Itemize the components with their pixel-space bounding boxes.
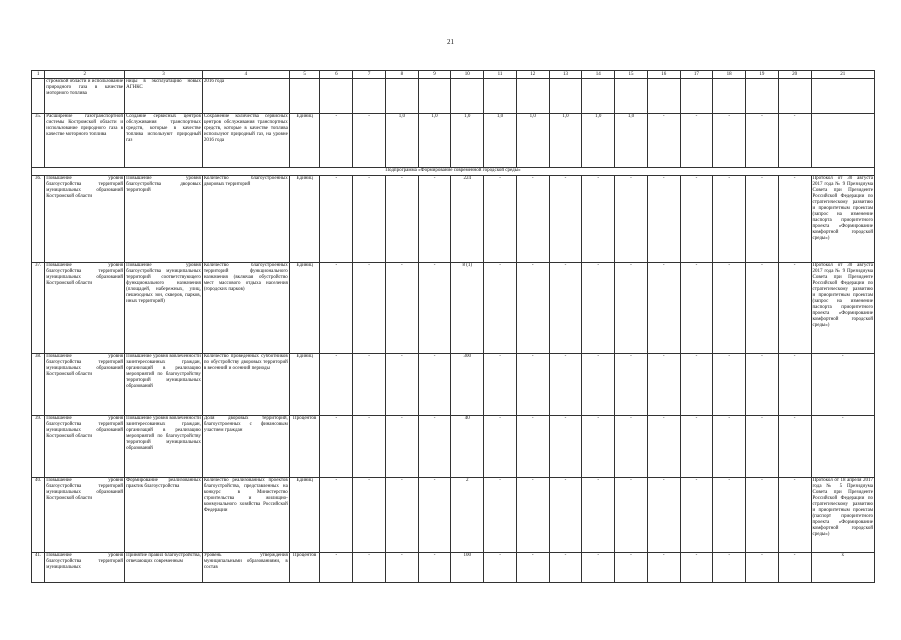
event-cell: Формирование реализованных практик благоустройства — [125, 478, 203, 553]
event-cell: Повышение уровня благоустройства муниципальных территорий соответствующего функционального назначения (площадей, набережных, улиц, пешеходных зон, скверов, парков, иных территорий) — [125, 263, 203, 354]
value-cell: - — [385, 176, 418, 263]
value-cell: - — [320, 263, 353, 354]
indicator-cell: Количество благоустроенных территорий функционального назначения (включая обустройство мест массового отдыха населения (городских парков) — [202, 263, 289, 354]
value-cell: 1,0 — [418, 114, 451, 168]
indicator-cell: Сохранение количества сервисных центров обслуживания транспортных средств, которые в качестве топлива используют природный газ, на уровне 2016 года — [202, 114, 289, 168]
value-cell: 1,0 — [484, 114, 517, 168]
value-cell: - — [320, 176, 353, 263]
value-cell: - — [746, 114, 779, 168]
value-cell: - — [746, 354, 779, 416]
value-cell: - — [713, 176, 746, 263]
column-number: 12 — [516, 71, 549, 79]
column-number: 21 — [811, 71, 875, 79]
indicator-cell: 2016 года — [202, 79, 289, 114]
table-row — [32, 416, 875, 478]
value-cell: - — [549, 263, 582, 354]
value-cell: 1,0 — [451, 114, 484, 168]
value-cell: 1,0 — [549, 114, 582, 168]
value-cell: 1,0 — [385, 114, 418, 168]
value-cell: - — [385, 553, 418, 583]
unit-cell: Единиц — [289, 114, 320, 168]
value-cell: - — [418, 478, 451, 553]
note-cell: Протокол от 30 августа 2017 года № 9 Президиума Совета при Президенте Российской Федерации по стратегическому развитию и приоритетным проектам (запрос на изменение паспорта приоритетного проекта «Формирование комфортной городской среды») — [811, 263, 875, 354]
row-number: 37. — [32, 263, 45, 354]
value-cell: 1,0 — [582, 114, 615, 168]
row-number — [32, 79, 45, 114]
value-cell: - — [516, 416, 549, 478]
value-cell: - — [778, 263, 811, 354]
value-cell — [516, 79, 549, 114]
value-cell: - — [418, 553, 451, 583]
value-cell: - — [647, 176, 680, 263]
value-cell: - — [680, 553, 713, 583]
indicator-cell: Количество реализованных проектов благоустройства, представленных на конкурс в Министерство строительства и жилищно-коммунального хозяйства Российской Федерации — [202, 478, 289, 553]
goal-cell: Повышение уровня благоустройства территорий муниципальных образований Костромской области — [45, 354, 125, 416]
table-row — [32, 354, 875, 416]
indicator-cell: Количество проведенных субботников по обустройству дворовых территорий в весенний и осенний периоды — [202, 354, 289, 416]
column-number: 1 — [32, 71, 45, 79]
column-number: 17 — [680, 71, 713, 79]
value-cell: - — [746, 553, 779, 583]
value-cell: - — [647, 478, 680, 553]
value-cell — [289, 79, 320, 114]
value-cell: - — [647, 416, 680, 478]
continuation-row — [32, 79, 875, 114]
value-cell: - — [320, 553, 353, 583]
value-cell: - — [615, 478, 648, 553]
value-cell: - — [353, 354, 386, 416]
column-number: 7 — [353, 71, 386, 79]
column-number: 19 — [746, 71, 779, 79]
column-number: 10 — [451, 71, 484, 79]
column-number: 6 — [320, 71, 353, 79]
row-number: 35. — [32, 114, 45, 168]
value-cell: - — [418, 354, 451, 416]
note-cell — [811, 114, 875, 168]
value-cell: - — [680, 416, 713, 478]
value-cell: - — [353, 176, 386, 263]
row-number: 39. — [32, 416, 45, 478]
value-cell: - — [549, 478, 582, 553]
value-cell: - — [713, 354, 746, 416]
value-cell: - — [549, 553, 582, 583]
value-cell: - — [353, 478, 386, 553]
value-cell: - — [746, 176, 779, 263]
value-cell: - — [320, 114, 353, 168]
goal-cell: Повышение уровня благоустройства территорий муниципальных образований Костромской области — [45, 416, 125, 478]
value-cell: - — [680, 114, 713, 168]
value-cell: - — [778, 354, 811, 416]
value-cell — [680, 79, 713, 114]
value-cell: - — [615, 354, 648, 416]
value-cell: - — [713, 478, 746, 553]
value-cell: - — [516, 263, 549, 354]
value-cell: - — [320, 354, 353, 416]
value-cell: - — [385, 354, 418, 416]
value-cell: - — [647, 354, 680, 416]
value-cell: - — [385, 263, 418, 354]
value-cell: - — [778, 416, 811, 478]
table-row — [32, 176, 875, 263]
value-cell: 300 — [451, 354, 484, 416]
value-cell: - — [320, 478, 353, 553]
value-cell: - — [713, 416, 746, 478]
event-cell: Повышение уровня вовлеченности заинтересованных граждан, организаций в реализацию мероприятий по благоустройству территорий муниципальных образований — [125, 416, 203, 478]
value-cell: - — [746, 416, 779, 478]
column-number: 5 — [289, 71, 320, 79]
value-cell: - — [353, 416, 386, 478]
row-number: 40. — [32, 478, 45, 553]
value-cell: 1,0 — [615, 114, 648, 168]
column-number: 9 — [418, 71, 451, 79]
note-cell — [811, 79, 875, 114]
value-cell: - — [549, 416, 582, 478]
value-cell: - — [615, 263, 648, 354]
goal-cell: Повышение уровня благоустройства территорий муниципальных — [45, 553, 125, 583]
column-number: 3 — [125, 71, 203, 79]
subprogram-title: Подпрограмма «Формирование современной городской среды» — [32, 168, 875, 176]
value-cell: - — [549, 176, 582, 263]
value-cell: 8 (1) — [451, 263, 484, 354]
value-cell: - — [647, 553, 680, 583]
column-number: 4 — [202, 71, 289, 79]
event-cell: Повышение уровня благоустройства дворовых территорий — [125, 176, 203, 263]
value-cell: - — [746, 478, 779, 553]
value-cell — [484, 79, 517, 114]
value-cell: - — [353, 263, 386, 354]
value-cell — [713, 79, 746, 114]
value-cell: 2 — [451, 478, 484, 553]
value-cell — [385, 79, 418, 114]
value-cell: - — [680, 176, 713, 263]
unit-cell: Единиц — [289, 478, 320, 553]
column-number: 13 — [549, 71, 582, 79]
value-cell: - — [647, 263, 680, 354]
table-row — [32, 263, 875, 354]
column-number: 18 — [713, 71, 746, 79]
table-row — [32, 478, 875, 553]
column-number: 8 — [385, 71, 418, 79]
indicator-cell: Доля дворовых территорий, благоустроенных с финансовым участием граждан — [202, 416, 289, 478]
note-cell: - — [811, 416, 875, 478]
value-cell: 100 — [451, 553, 484, 583]
value-cell: - — [615, 176, 648, 263]
page-number: 21 — [447, 38, 454, 46]
value-cell: - — [385, 416, 418, 478]
unit-cell: Единиц — [289, 263, 320, 354]
value-cell: 224 — [451, 176, 484, 263]
value-cell: - — [680, 354, 713, 416]
value-cell: - — [680, 478, 713, 553]
event-cell: Повышение уровня вовлеченности заинтересованных граждан, организаций в реализацию мероприятий по благоустройству территорий муниципальных образований — [125, 354, 203, 416]
value-cell — [582, 79, 615, 114]
value-cell: - — [353, 553, 386, 583]
value-cell: - — [778, 553, 811, 583]
value-cell: - — [713, 553, 746, 583]
value-cell: - — [615, 416, 648, 478]
goal-cell: Повышение уровня благоустройства территорий муниципальных образований Костромской области — [45, 478, 125, 553]
column-number: 15 — [615, 71, 648, 79]
unit-cell: Процентов — [289, 553, 320, 583]
goal-cell: стромской области и использование природного газа в качестве моторного топлива — [45, 79, 125, 114]
table-row — [32, 553, 875, 583]
value-cell: - — [582, 263, 615, 354]
column-number: 11 — [484, 71, 517, 79]
value-cell — [647, 79, 680, 114]
value-cell: - — [484, 176, 517, 263]
value-cell — [320, 79, 353, 114]
column-number-row — [32, 71, 875, 79]
column-number: 2 — [45, 71, 125, 79]
goal-cell: Расширение газотранспортной системы Костромской области и использование природного газа в качестве моторного топлива — [45, 114, 125, 168]
value-cell: - — [516, 176, 549, 263]
note-cell: Протокол от 18 апреля 2017 года № 5 Президиума Совета при Президенте Российской Федерации по стратегическому развитию и приоритетным проектам (паспорт приоритетного проекта «Формирование комфортной городской среды») — [811, 478, 875, 553]
value-cell: - — [680, 263, 713, 354]
column-number: 20 — [778, 71, 811, 79]
unit-cell: Процентов — [289, 416, 320, 478]
value-cell — [451, 79, 484, 114]
value-cell: - — [516, 478, 549, 553]
column-number: 16 — [647, 71, 680, 79]
value-cell: - — [484, 416, 517, 478]
value-cell: - — [746, 263, 779, 354]
value-cell — [549, 79, 582, 114]
value-cell: - — [582, 176, 615, 263]
row-number: 41. — [32, 553, 45, 583]
value-cell: - — [418, 176, 451, 263]
indicators-table — [31, 70, 875, 583]
unit-cell: Единиц — [289, 176, 320, 263]
note-cell: - — [811, 354, 875, 416]
value-cell — [615, 79, 648, 114]
value-cell: - — [418, 416, 451, 478]
value-cell — [778, 79, 811, 114]
value-cell: - — [778, 114, 811, 168]
value-cell: - — [582, 553, 615, 583]
subprogram-row — [32, 168, 875, 176]
event-cell: Принятие правил благоустройства, отвечающих современным — [125, 553, 203, 583]
value-cell: - — [516, 553, 549, 583]
indicator-cell: Количество благоустроенных дворовых территорий — [202, 176, 289, 263]
value-cell: - — [516, 354, 549, 416]
row-number: 38. — [32, 354, 45, 416]
value-cell: 1,0 — [516, 114, 549, 168]
value-cell: - — [484, 354, 517, 416]
table-row — [32, 114, 875, 168]
indicator-cell: Уровень утверждения муниципальными образованиями, в состав — [202, 553, 289, 583]
value-cell: - — [484, 263, 517, 354]
value-cell: - — [320, 416, 353, 478]
column-number: 14 — [582, 71, 615, 79]
value-cell: - — [615, 553, 648, 583]
value-cell: - — [713, 114, 746, 168]
goal-cell: Повышение уровня благоустройства территорий муниципальных образований Костромской области — [45, 263, 125, 354]
goal-cell: Повышение уровня благоустройства территорий муниципальных образований Костромской области — [45, 176, 125, 263]
event-cell: ницы в эксплуатацию новых АГНКС — [125, 79, 203, 114]
value-cell: - — [582, 354, 615, 416]
note-cell: х — [811, 553, 875, 583]
event-cell: Создание сервисных центров обслуживания транспортных средств, которые в качестве топлива используют природный газ — [125, 114, 203, 168]
value-cell: - — [713, 263, 746, 354]
value-cell — [353, 79, 386, 114]
value-cell: - — [484, 478, 517, 553]
value-cell: - — [778, 478, 811, 553]
value-cell: - — [385, 478, 418, 553]
value-cell: - — [778, 176, 811, 263]
value-cell: - — [582, 416, 615, 478]
value-cell: - — [484, 553, 517, 583]
value-cell: - — [549, 354, 582, 416]
value-cell: - — [418, 263, 451, 354]
value-cell — [746, 79, 779, 114]
note-cell: Протокол от 30 августа 2017 года № 9 Президиума Совета при Президенте Российской Федерации по стратегическому развитию и приоритетным проектам (запрос на изменение паспорта приоритетного проекта «Формирование комфортной городской среды») — [811, 176, 875, 263]
row-number: 36. — [32, 176, 45, 263]
unit-cell: Единиц — [289, 354, 320, 416]
value-cell: 40 — [451, 416, 484, 478]
value-cell — [418, 79, 451, 114]
value-cell: - — [647, 114, 680, 168]
value-cell: - — [353, 114, 386, 168]
value-cell: - — [582, 478, 615, 553]
